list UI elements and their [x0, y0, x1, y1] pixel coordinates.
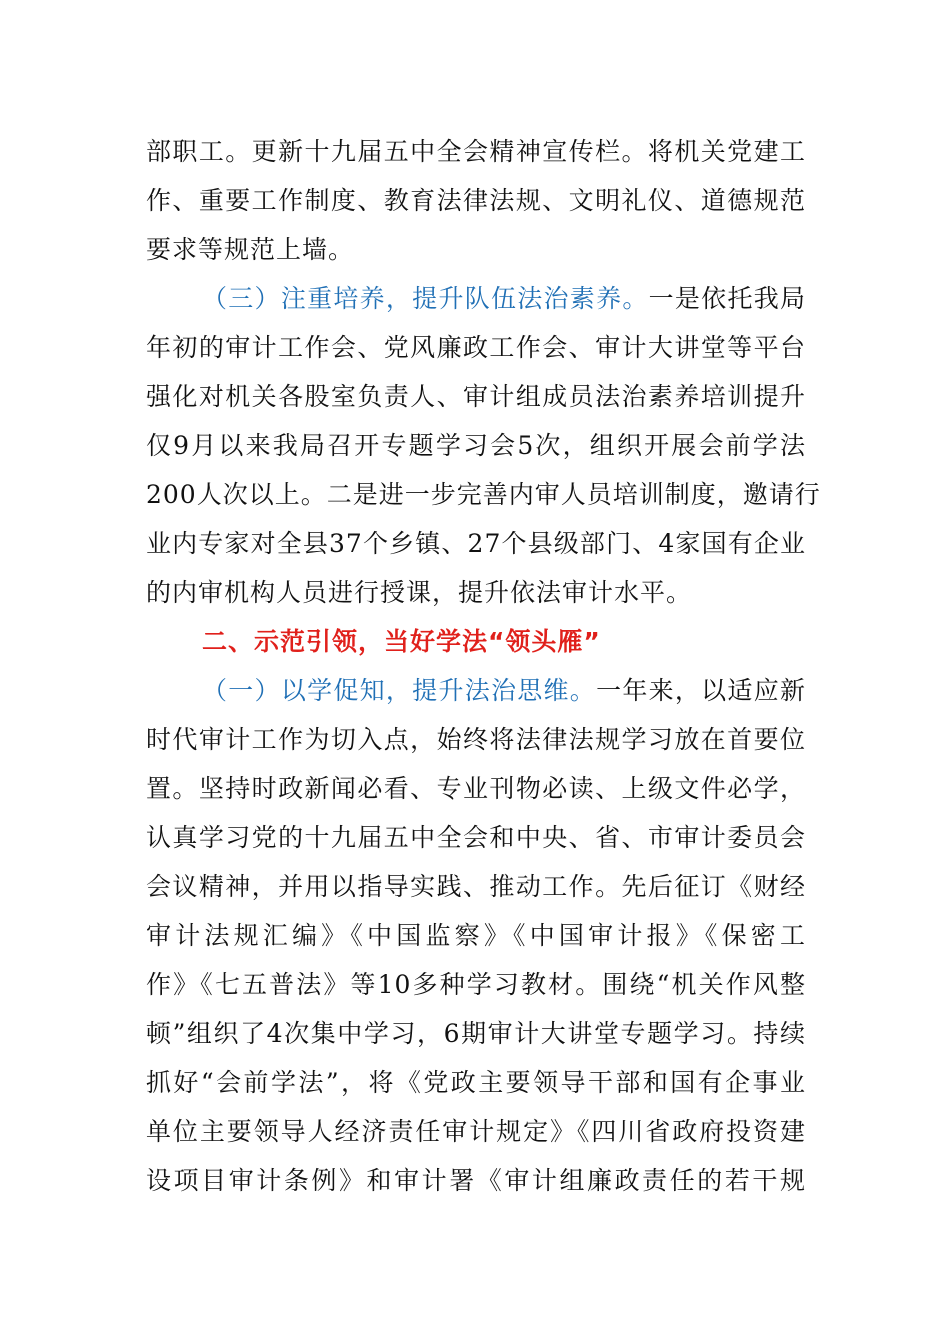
section-heading: 二、示范引领，当好学法“领头雁” [202, 627, 601, 656]
text-line: 设项目审计条例》和审计署《审计组廉政责任的若干规 [146, 1166, 806, 1195]
text-line: 作》《七五普法》等10多种学习教材。围绕“机关作风整 [146, 970, 806, 999]
text-run: 一是依托我局 [648, 284, 806, 313]
text-line: 的内审机构人员进行授课，提升依法审计水平。 [146, 578, 693, 607]
text-line: 单位主要领导人经济责任审计规定》《四川省政府投资建 [146, 1117, 806, 1146]
text-line: 部职工。更新十九届五中全会精神宣传栏。将机关党建工 [146, 137, 806, 166]
text-line: 作、重要工作制度、教育法律法规、文明礼仪、道德规范 [146, 186, 806, 215]
subsection-heading: （三）注重培养，提升队伍法治素养。 [202, 284, 649, 313]
paragraph-first-line [146, 666, 806, 715]
text-line: 强化对机关各股室负责人、审计组成员法治素养培训提升 [146, 382, 806, 411]
text-line: 置。坚持时政新闻必看、专业刊物必读、上级文件必学， [146, 774, 806, 803]
text-line: 要求等规范上墙。 [146, 235, 355, 264]
text-line: 200人次以上。二是进一步完善内审人员培训制度，邀请行 [146, 480, 821, 509]
text-run: 一年来，以适应新 [596, 676, 806, 705]
text-line: 年初的审计工作会、党风廉政工作会、审计大讲堂等平台 [146, 333, 806, 362]
text-line: 会议精神，并用以指导实践、推动工作。先后征订《财经 [146, 872, 806, 901]
text-line: 抓好“会前学法”，将《党政主要领导干部和国有企事业 [146, 1068, 806, 1097]
text-line: 审计法规汇编》《中国监察》《中国审计报》《保密工 [146, 921, 806, 950]
text-line: 业内专家对全县37个乡镇、27个县级部门、4家国有企业 [146, 529, 806, 558]
subsection-heading: （一）以学促知，提升法治思维。 [202, 676, 597, 705]
text-line: 时代审计工作为切入点，始终将法律法规学习放在首要位 [146, 725, 806, 754]
document-page [146, 127, 821, 1205]
paragraph-first-line [146, 274, 806, 323]
text-line: 仅9月以来我局召开专题学习会5次，组织开展会前学法 [146, 431, 806, 460]
text-line: 认真学习党的十九届五中全会和中央、省、市审计委员会 [146, 823, 806, 852]
text-line: 顿”组织了4次集中学习，6期审计大讲堂专题学习。持续 [146, 1019, 806, 1048]
